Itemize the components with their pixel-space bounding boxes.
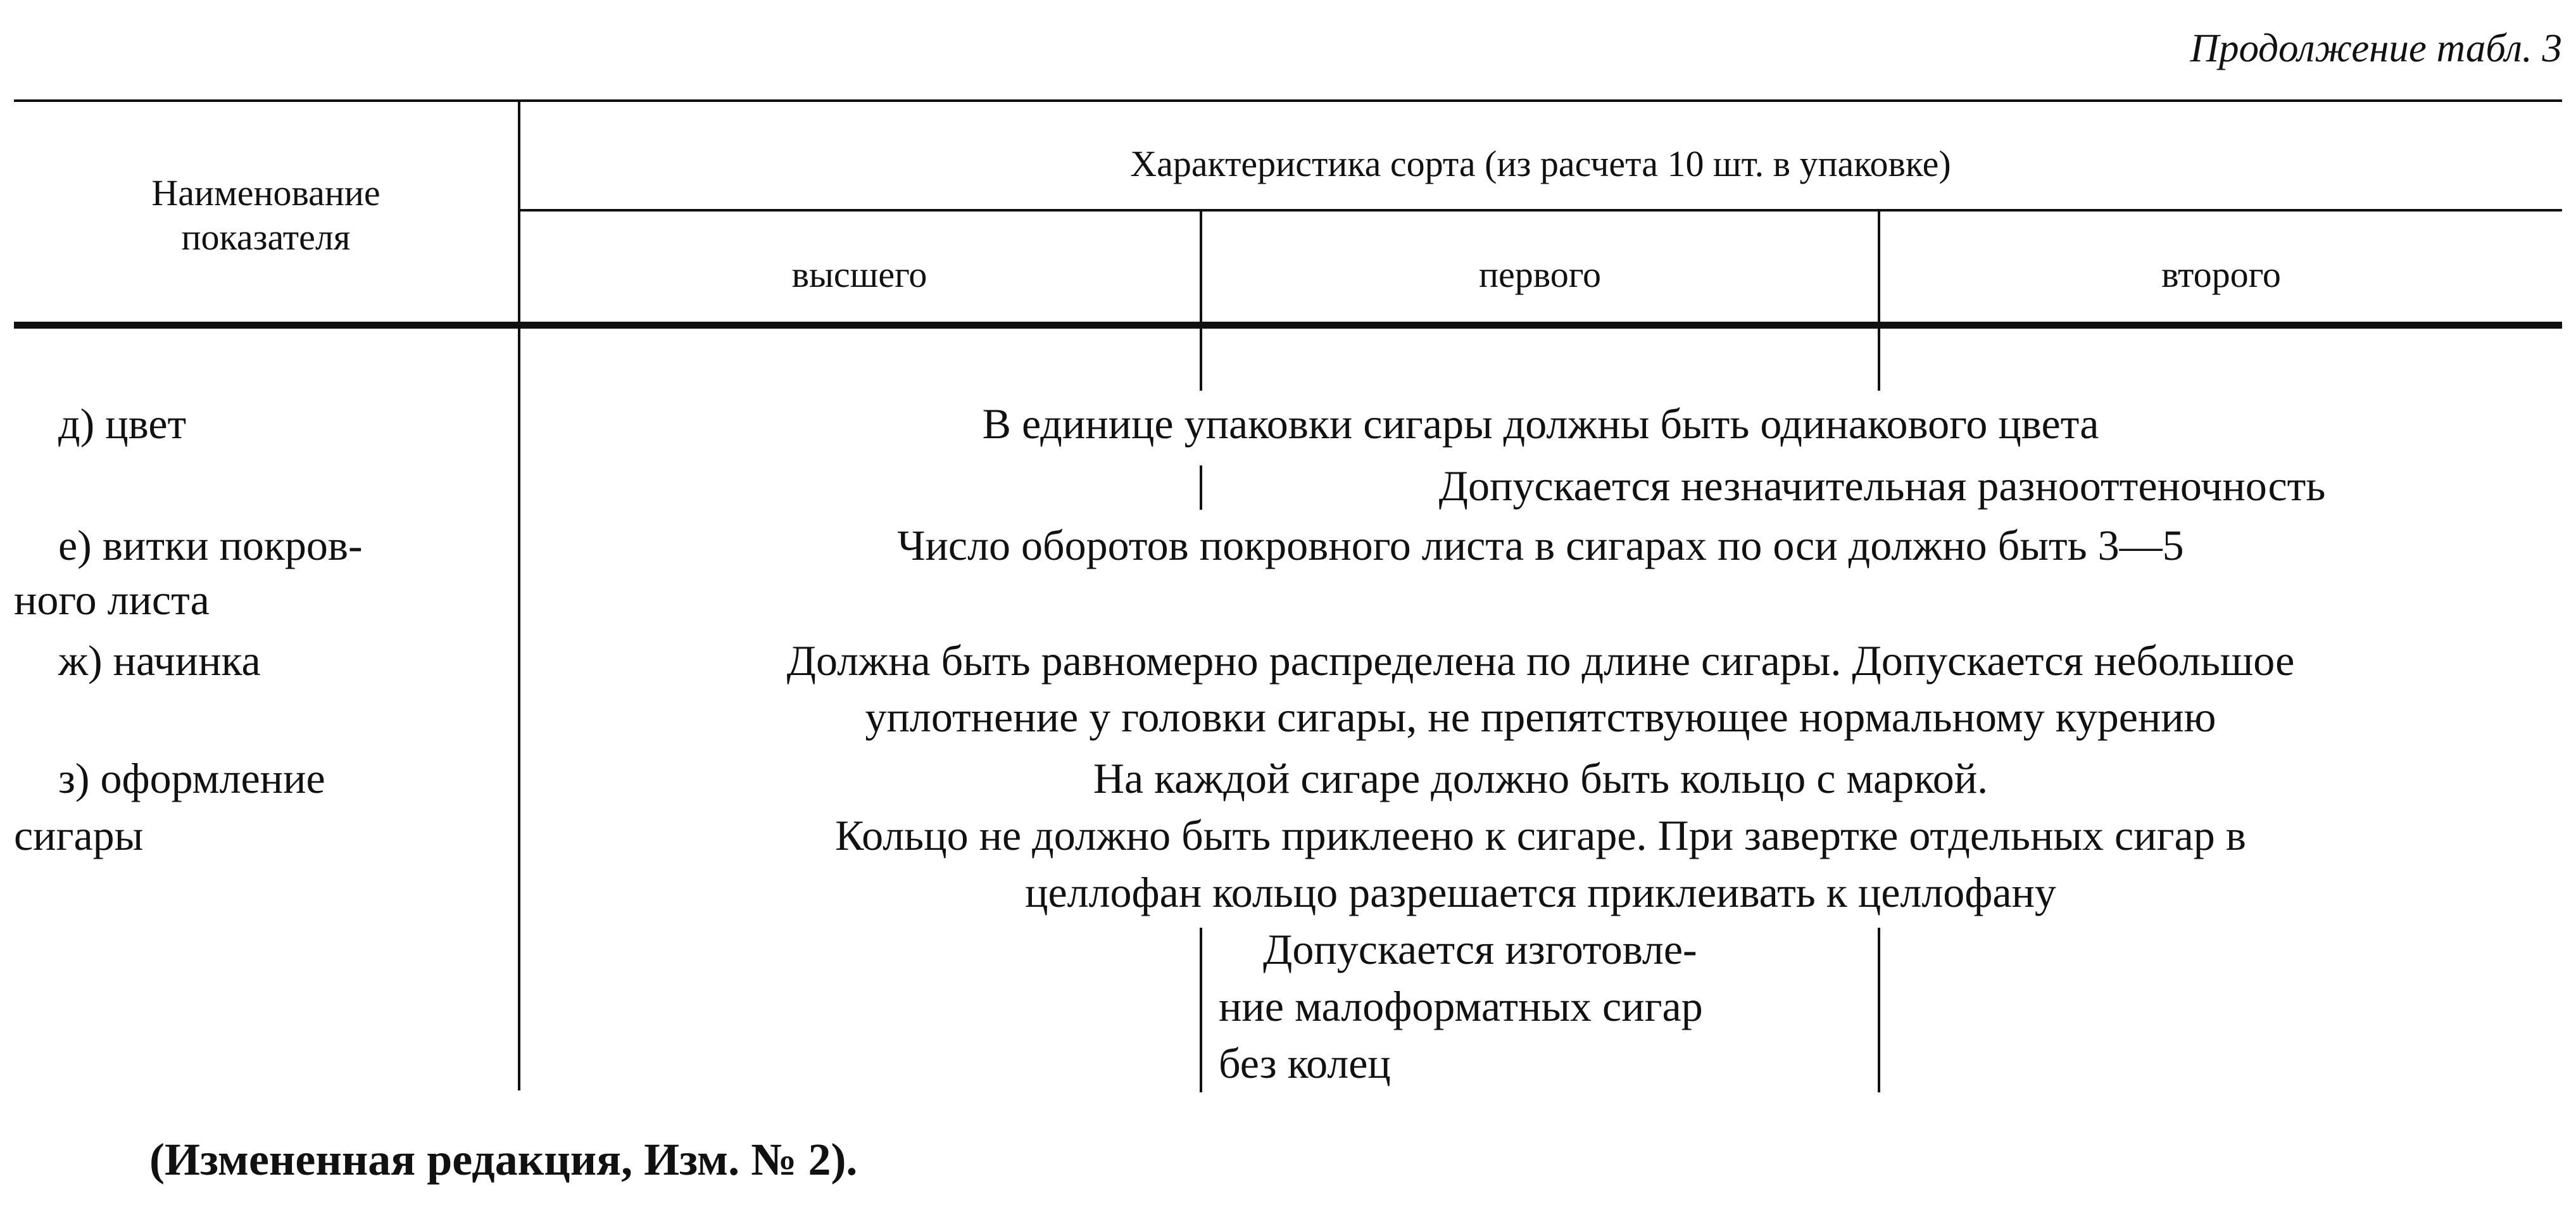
grade-header-highest: высшего — [791, 254, 927, 295]
row-design-note-line-3: без колец — [1219, 1039, 1391, 1087]
table-continuation-caption: Продолжение табл. 3 — [2190, 26, 2562, 70]
indicator-header-line-2: показателя — [181, 217, 351, 258]
row-design-note-line-1: Допускается изготовле- — [1263, 925, 1697, 973]
row-design-text-line-1: На каждой сигаре должно быть кольцо с маркой. — [1093, 754, 1989, 802]
amendment-note: (Измененная редакция, Изм. № 2). — [149, 1134, 858, 1185]
grade-header-first: первого — [1478, 254, 1602, 295]
grade-divider-1-design-note — [1200, 928, 1202, 1092]
row-design-label-line-2: сигары — [14, 811, 144, 859]
grade-group-header: Характеристика сорта (из расчета 10 шт. в упаковке) — [1130, 143, 1951, 184]
row-filler-text-line-2: уплотнение у головки сигары, не препятствующее нормальному курению — [865, 693, 2216, 741]
row-color-note: Допускается незначительная разнооттеночность — [1438, 462, 2326, 510]
indicator-column-divider — [518, 99, 520, 1090]
row-design-text-line-3: целлофан кольцо разрешается приклеивать к целлофану — [1025, 868, 2056, 916]
row-design-label-line-1: з) оформление — [58, 754, 325, 802]
header-bottom-rule — [14, 322, 2562, 329]
grade-header-second: второго — [2161, 254, 2281, 295]
row-filler-label: ж) начинка — [58, 636, 261, 685]
row-wrap-label-line-2: ного листа — [14, 576, 210, 624]
row-wrap-label-line-1: е) витки покров- — [58, 521, 363, 569]
row-design-text-line-2: Кольцо не должно быть приклеено к сигаре. При завертке отдельных сигар в — [835, 811, 2246, 859]
indicator-header-line-1: Наименование — [151, 172, 380, 213]
indicator-header — [14, 171, 518, 260]
table-top-rule — [14, 99, 2562, 102]
row-filler-text-line-1: Должна быть равномерно распределена по длине сигары. Допускается небольшое — [786, 636, 2295, 685]
row-wrap-text: Число оборотов покровного листа в сигарах по оси должно быть 3—5 — [897, 521, 2184, 569]
grade-group-rule — [519, 209, 2562, 212]
grade-divider-2-header — [1878, 209, 1880, 391]
row-design-note-line-2: ние малоформатных сигар — [1219, 982, 1703, 1030]
grade-divider-1-header — [1200, 209, 1202, 391]
row-color-text: В единице упаковки сигары должны быть одинакового цвета — [982, 400, 2099, 448]
grade-divider-2-design-note — [1878, 928, 1880, 1092]
row-color-label: д) цвет — [58, 400, 187, 448]
